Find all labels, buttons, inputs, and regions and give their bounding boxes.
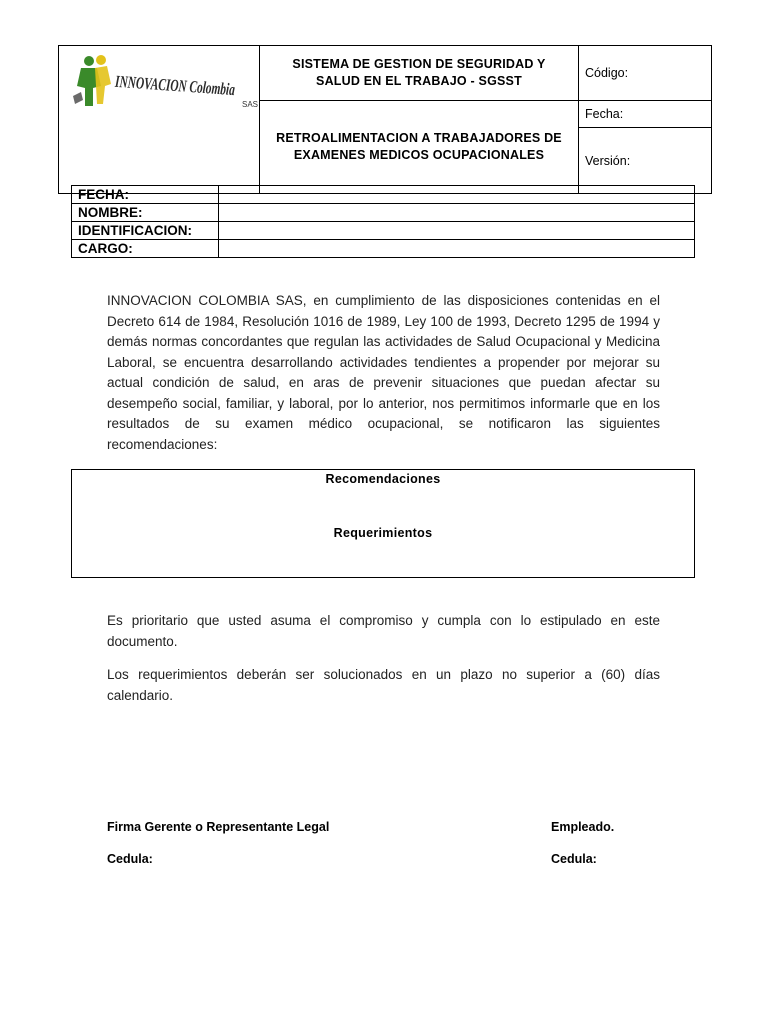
info-row-cargo bbox=[72, 240, 695, 258]
info-label: FECHA: bbox=[72, 186, 219, 204]
document-header bbox=[58, 45, 712, 194]
system-title-cell bbox=[260, 46, 579, 101]
info-label: NOMBRE: bbox=[72, 204, 219, 222]
logo-suffix: SAS bbox=[242, 100, 259, 109]
document-title-cell bbox=[260, 101, 579, 194]
employee-id-label: Cedula: bbox=[551, 852, 597, 866]
employee-signature-label: Empleado. bbox=[551, 820, 615, 834]
info-value-field[interactable] bbox=[219, 240, 695, 258]
logo-text: INNOVACION Colombia bbox=[114, 71, 259, 104]
requirements-heading: Requerimientos bbox=[333, 526, 433, 540]
system-title: SISTEMA DE GESTION DE SEGURIDAD Y SALUD EN EL TRABAJO - SGSST bbox=[292, 57, 546, 88]
fecha-label: Fecha: bbox=[585, 107, 624, 121]
recommendations-heading: Recomendaciones bbox=[325, 472, 441, 486]
info-label: CARGO: bbox=[72, 240, 219, 258]
version-label: Versión: bbox=[585, 153, 631, 168]
company-logo bbox=[59, 46, 259, 165]
version-cell bbox=[579, 128, 712, 194]
fecha-cell bbox=[579, 101, 712, 128]
info-value-field[interactable] bbox=[219, 222, 695, 240]
manager-id-label: Cedula: bbox=[107, 852, 153, 866]
recommendations-box bbox=[71, 469, 695, 578]
deadline-paragraph: Los requerimientos deberán ser solucionados en un plazo no superior a (60) días calendario. bbox=[107, 667, 660, 703]
intro-paragraph: INNOVACION COLOMBIA SAS, en cumplimiento de las disposiciones contenidas en el Decreto 614 de 1984, Resolución 1016 de 1989, Ley 100 de 1993, Decreto 1295 de 1994 y demás normas concordantes que regulan las actividades de Salud Ocupacional y Medicina Laboral, se encuentra desarrollando actividades tendientes a propender por mejorar su actual condición de salud, en aras de prevenir situaciones que puedan afectar su desempeño social, familiar, y laboral, por lo anterior, nos permitimos informarle que en los resultados de su examen médico ocupacional, se notificaron las siguientes recomendaciones: bbox=[107, 293, 660, 452]
info-label: IDENTIFICACION: bbox=[72, 222, 219, 240]
info-row-fecha bbox=[72, 186, 695, 204]
company-logo-cell bbox=[59, 46, 260, 194]
document-title: RETROALIMENTACION A TRABAJADORES DE EXAMENES MEDICOS OCUPACIONALES bbox=[276, 131, 562, 162]
info-value-field[interactable] bbox=[219, 204, 695, 222]
codigo-label: Código: bbox=[585, 66, 629, 80]
manager-signature-label: Firma Gerente o Representante Legal bbox=[107, 820, 330, 834]
commitment-paragraph: Es prioritario que usted asuma el compromiso y cumpla con lo estipulado en este documento. bbox=[107, 613, 660, 649]
info-value-field[interactable] bbox=[219, 186, 695, 204]
codigo-cell bbox=[579, 46, 712, 101]
info-row-nombre bbox=[72, 204, 695, 222]
people-figure-icon bbox=[73, 55, 111, 106]
employee-info-table bbox=[71, 185, 695, 258]
info-row-identificacion bbox=[72, 222, 695, 240]
